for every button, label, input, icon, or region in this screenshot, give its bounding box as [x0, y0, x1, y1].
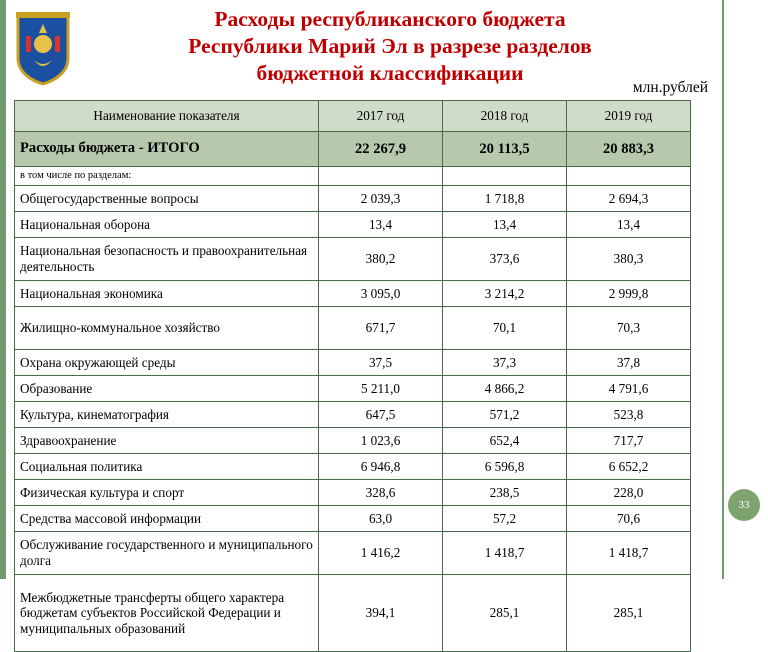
- row-label: Межбюджетные трансферты общего характера бюджетам субъектов Российской Федерации и муниципальных образований: [15, 575, 319, 652]
- row-value-2019: 1 418,7: [567, 532, 691, 575]
- page-title: [120, 6, 660, 87]
- budget-table: [14, 100, 691, 652]
- row-value-2018: 70,1: [443, 307, 567, 350]
- row-value-2017: 647,5: [319, 402, 443, 428]
- table-header: [15, 101, 691, 132]
- row-value-2018: 3 214,2: [443, 281, 567, 307]
- column-header-2017: 2017 год: [319, 101, 443, 132]
- row-value-2018: 1 418,7: [443, 532, 567, 575]
- row-value-2018: 238,5: [443, 480, 567, 506]
- subnote-label: в том числе по разделам:: [15, 167, 319, 186]
- row-label: Обслуживание государственного и муниципального долга: [15, 532, 319, 575]
- row-label: Физическая культура и спорт: [15, 480, 319, 506]
- row-label: Национальная экономика: [15, 281, 319, 307]
- row-value-2019: 70,6: [567, 506, 691, 532]
- row-value-2018: 6 596,8: [443, 454, 567, 480]
- total-row-2018: 20 113,5: [443, 132, 567, 167]
- row-value-2017: 37,5: [319, 350, 443, 376]
- subnote-2018: [443, 167, 567, 186]
- row-label: Жилищно-коммунальное хозяйство: [15, 307, 319, 350]
- row-value-2017: 1 023,6: [319, 428, 443, 454]
- row-value-2017: 63,0: [319, 506, 443, 532]
- row-value-2018: 373,6: [443, 238, 567, 281]
- row-value-2019: 6 652,2: [567, 454, 691, 480]
- table-row: [15, 532, 691, 575]
- row-value-2018: 285,1: [443, 575, 567, 652]
- row-value-2018: 652,4: [443, 428, 567, 454]
- row-value-2019: 523,8: [567, 402, 691, 428]
- table-row: [15, 238, 691, 281]
- title-line-3: бюджетной классификации: [256, 60, 524, 85]
- total-row-2017: 22 267,9: [319, 132, 443, 167]
- row-value-2019: 2 999,8: [567, 281, 691, 307]
- row-value-2018: 57,2: [443, 506, 567, 532]
- row-value-2019: 70,3: [567, 307, 691, 350]
- row-label: Образование: [15, 376, 319, 402]
- total-row-label: Расходы бюджета - ИТОГО: [15, 132, 319, 167]
- row-value-2017: 671,7: [319, 307, 443, 350]
- row-value-2019: 717,7: [567, 428, 691, 454]
- subnote-2017: [319, 167, 443, 186]
- table-row: [15, 506, 691, 532]
- table-row: [15, 307, 691, 350]
- row-value-2017: 2 039,3: [319, 186, 443, 212]
- table-row: [15, 350, 691, 376]
- row-label: Национальная безопасность и правоохранительная деятельность: [15, 238, 319, 281]
- units-label: млн.рублей: [632, 79, 708, 96]
- row-value-2019: 380,3: [567, 238, 691, 281]
- row-value-2018: 4 866,2: [443, 376, 567, 402]
- row-value-2019: 4 791,6: [567, 376, 691, 402]
- table-header-row: [15, 101, 691, 132]
- table-row: [15, 212, 691, 238]
- title-line-2: Республики Марий Эл в разрезе разделов: [188, 33, 592, 58]
- table-row-subnote: [15, 167, 691, 186]
- row-label: Средства массовой информации: [15, 506, 319, 532]
- row-value-2019: 2 694,3: [567, 186, 691, 212]
- subnote-2019: [567, 167, 691, 186]
- row-value-2017: 394,1: [319, 575, 443, 652]
- column-header-name: Наименование показателя: [15, 101, 319, 132]
- row-value-2018: 571,2: [443, 402, 567, 428]
- page-number-badge: 33: [728, 489, 760, 521]
- table-row: [15, 186, 691, 212]
- row-value-2017: 6 946,8: [319, 454, 443, 480]
- budget-table-container: [14, 100, 690, 652]
- table-row: [15, 376, 691, 402]
- row-value-2017: 1 416,2: [319, 532, 443, 575]
- row-label: Культура, кинематография: [15, 402, 319, 428]
- row-value-2019: 285,1: [567, 575, 691, 652]
- row-value-2017: 5 211,0: [319, 376, 443, 402]
- coat-of-arms-icon: [14, 10, 72, 86]
- row-value-2018: 13,4: [443, 212, 567, 238]
- table-row: [15, 480, 691, 506]
- column-header-2019: 2019 год: [567, 101, 691, 132]
- row-value-2019: 13,4: [567, 212, 691, 238]
- row-label: Национальная оборона: [15, 212, 319, 238]
- table-row-total: [15, 132, 691, 167]
- row-value-2019: 37,8: [567, 350, 691, 376]
- row-value-2019: 228,0: [567, 480, 691, 506]
- table-row: [15, 575, 691, 652]
- row-value-2018: 1 718,8: [443, 186, 567, 212]
- total-row-2019: 20 883,3: [567, 132, 691, 167]
- left-accent-bar-inner: [6, 0, 8, 579]
- row-label: Социальная политика: [15, 454, 319, 480]
- title-line-1: Расходы республиканского бюджета: [214, 7, 566, 31]
- table-row: [15, 281, 691, 307]
- row-value-2017: 3 095,0: [319, 281, 443, 307]
- row-value-2017: 380,2: [319, 238, 443, 281]
- row-label: Общегосударственные вопросы: [15, 186, 319, 212]
- column-header-2018: 2018 год: [443, 101, 567, 132]
- row-label: Охрана окружающей среды: [15, 350, 319, 376]
- table-row: [15, 428, 691, 454]
- table-row: [15, 454, 691, 480]
- row-value-2017: 328,6: [319, 480, 443, 506]
- table-row: [15, 402, 691, 428]
- table-body: [15, 132, 691, 652]
- row-label: Здравоохранение: [15, 428, 319, 454]
- row-value-2018: 37,3: [443, 350, 567, 376]
- row-value-2017: 13,4: [319, 212, 443, 238]
